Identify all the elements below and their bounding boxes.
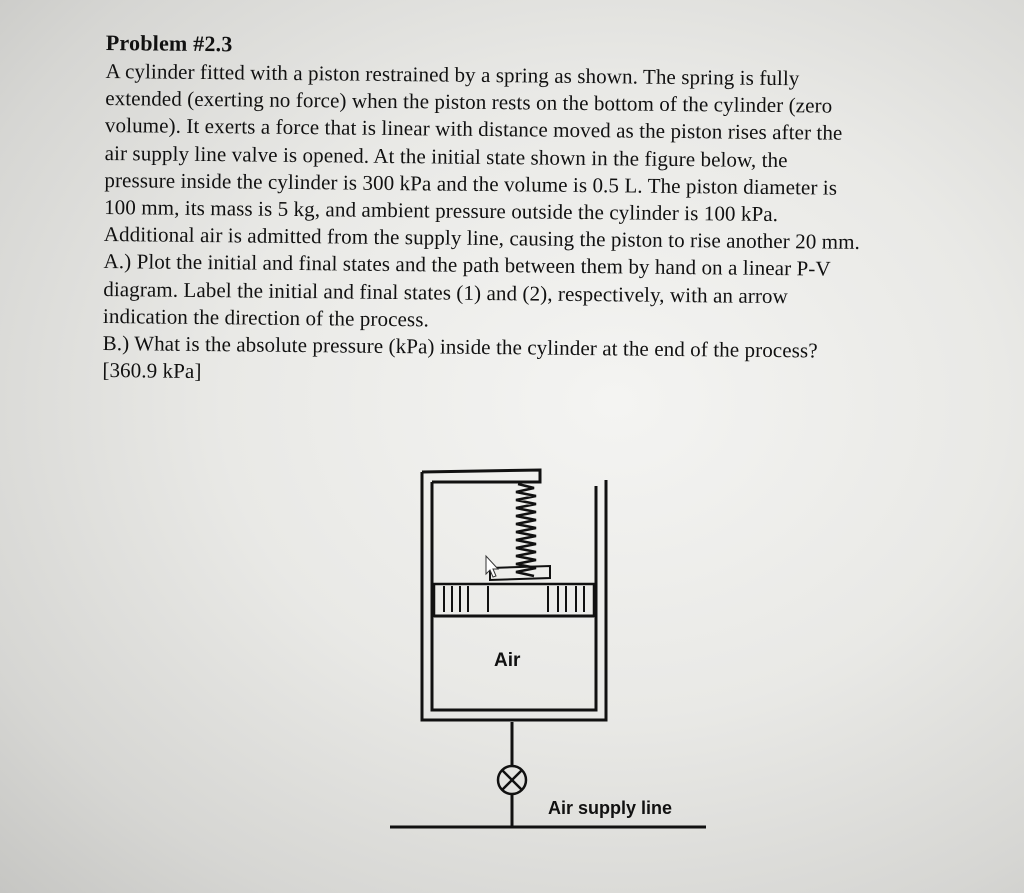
air-supply-line-label: Air supply line	[548, 798, 673, 818]
text-line: B.) What is the absolute pressure (kPa) inside the cylinder at the end of the process?	[102, 331, 818, 363]
cylinder-outer-wall	[422, 472, 606, 720]
text-line: diagram. Label the initial and final states (1) and (2), respectively, with an arrow	[103, 276, 789, 308]
piston-cylinder-figure	[380, 460, 720, 840]
text-line: Additional air is admitted from the supply line, causing the piston to rise another 20 mm.	[103, 222, 861, 255]
text-line: A.) Plot the initial and final states and the path between them by hand on a linear P-V	[103, 249, 831, 282]
cylinder-top-cap	[422, 470, 540, 482]
problem-title: Problem #2.3	[105, 30, 233, 57]
piston-hatching	[444, 586, 584, 612]
text-line: A cylinder fitted with a piston restrained by a spring as shown. The spring is fully	[105, 58, 800, 91]
text-line: volume). It exerts a force that is linear with distance moved as the piston rises after the	[104, 113, 843, 146]
piston	[434, 584, 594, 616]
air-label: Air	[494, 650, 521, 671]
text-line: indication the direction of the process.	[102, 303, 430, 332]
cylinder-inner-wall	[432, 482, 596, 710]
problem-statement	[102, 30, 986, 394]
text-line: pressure inside the cylinder is 300 kPa and the volume is 0.5 L. The piston diameter is	[104, 167, 838, 200]
spring	[516, 484, 536, 576]
text-line: extended (exerting no force) when the piston rests on the bottom of the cylinder (zero	[105, 86, 833, 118]
text-line: 100 mm, its mass is 5 kg, and ambient pressure outside the cylinder is 100 kPa.	[104, 195, 779, 227]
text-line: air supply line valve is opened. At the initial state shown in the figure below, the	[104, 140, 788, 172]
text-line: [360.9 kPa]	[102, 358, 202, 384]
piston-cylinder-diagram	[380, 460, 720, 840]
cursor-icon	[486, 556, 498, 577]
